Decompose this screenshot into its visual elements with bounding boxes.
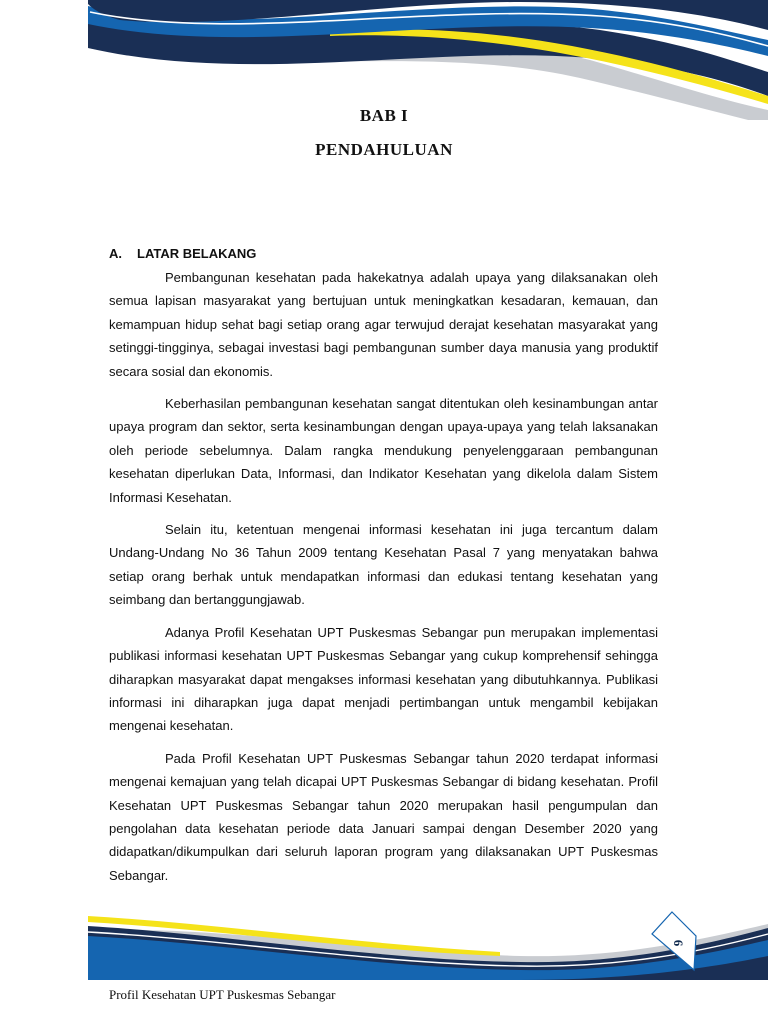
paragraph-5: Pada Profil Kesehatan UPT Puskesmas Sebangar tahun 2020 terdapat informasi mengenai kemajuan yang telah dicapai UPT Puskesmas Sebangar di bidang kesehatan. Profil Kesehatan UPT Puskesmas Sebangar tahun 2020 merupakan hasil pengumpulan dan pengolahan data kesehatan periode data Januari sampai dengan Desember 2020 yang didapatkan/dikumpulkan dari seluruh laporan program yang dilaksanakan UPT Puskesmas Sebangar. (109, 750, 658, 883)
paragraph-3: Selain itu, ketentuan mengenai informasi kesehatan ini juga tercantum dalam Undang-Undang No 36 Tahun 2009 tentang Kesehatan Pasal 7 yang menyatakan bahwa setiap orang berhak untuk mendapatkan informasi dan edukasi tentang kesehatan yang seimbang dan bertanggungjawab. (109, 522, 658, 608)
section-marker: A. (109, 246, 122, 261)
section-heading (109, 246, 256, 261)
chapter-number: BAB I (359, 106, 409, 125)
paragraph-4: Adanya Profil Kesehatan UPT Puskesmas Sebangar pun merupakan implementasi publikasi informasi kesehatan UPT Puskesmas Sebangar yang cukup komprehensif sehingga diharapkan masyarakat dapat mengakses informasi kesehatan yang dibutuhkannya. Publikasi informasi ini diharapkan juga dapat menjadi pertimbangan untuk mengambil kebijakan mengenai kesehatan. (109, 624, 658, 734)
header-wave-decoration (0, 0, 768, 120)
paragraph-2: Keberhasilan pembangunan kesehatan sangat ditentukan oleh kesinambungan antar upaya program dan sektor, serta kesinambungan dengan upaya-upaya yang telah laksanakan oleh periode sebelumnya. Dalam rangka mendukung penyelenggaraan pembangunan kesehatan diperlukan Data, Informasi, dan Indikator Kesehatan yang dikelola dalam Sistem Informasi Kesehatan. (109, 396, 658, 505)
page-number: 6 (671, 939, 686, 947)
chapter-title: PENDAHULUAN (315, 140, 453, 159)
paragraph-1: Pembangunan kesehatan pada hakekatnya adalah upaya yang dilaksanakan oleh semua lapisan masyarakat yang bertujuan untuk meningkatkan kesadaran, kemauan, dan kemampuan hidup sehat bagi setiap orang agar terwujud derajat kesehatan masyarakat yang setinggi-tingginya, sebagai investasi bagi pembangunan sumber daya manusia yang produktif secara sosial dan ekonomis. (109, 270, 658, 379)
body-text (109, 266, 658, 896)
footer-text: Profil Kesehatan UPT Puskesmas Sebangar (109, 987, 336, 1002)
section-title: LATAR BELAKANG (137, 246, 257, 261)
